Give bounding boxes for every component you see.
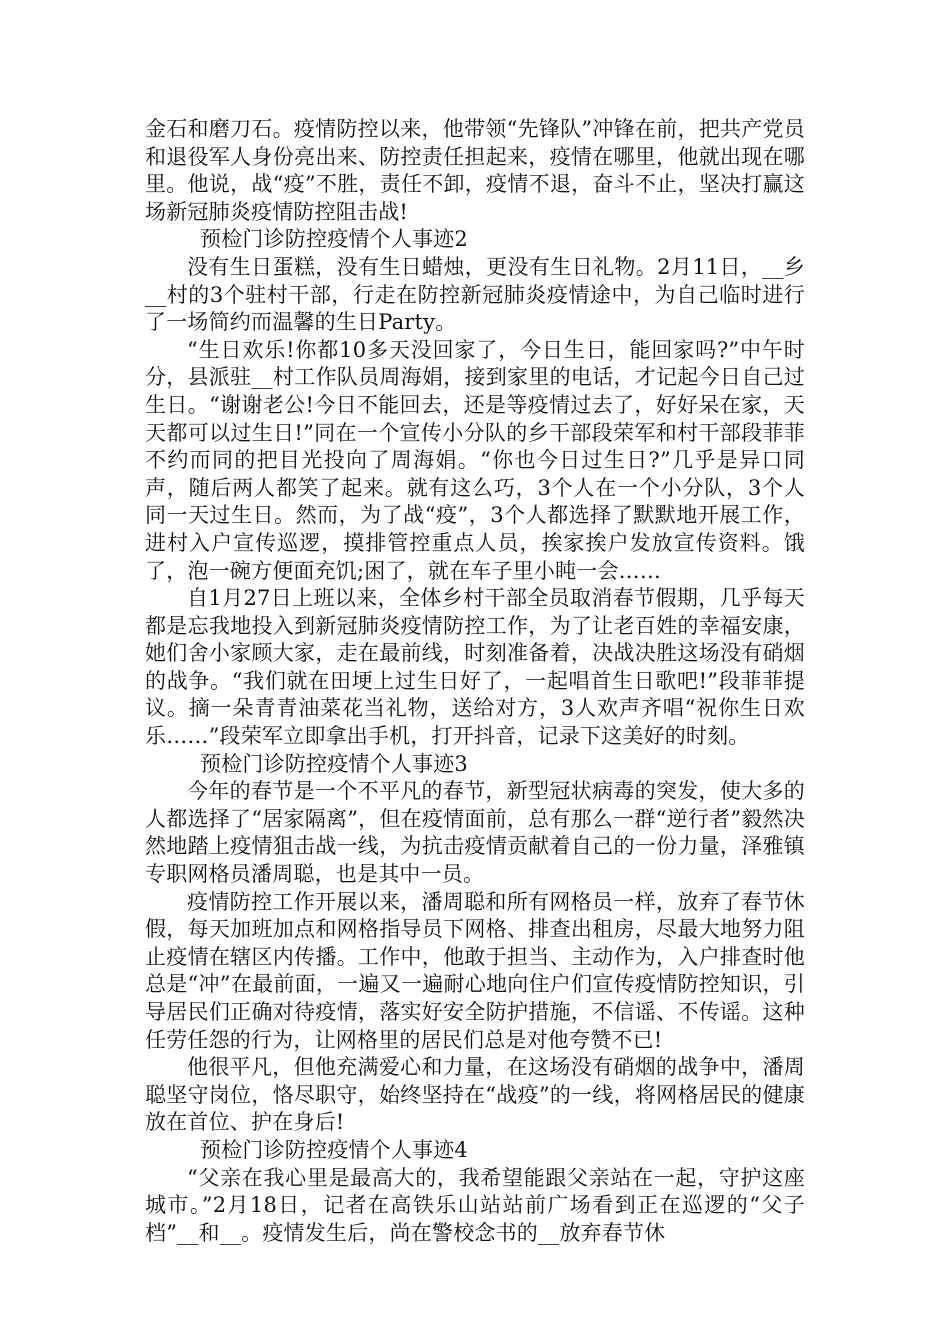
paragraph: 没有生日蛋糕，没有生日蜡烛，更没有生日礼物。2月11日，__乡__村的3个驻村干部，行走在防控新冠肺炎疫情途中，为自己临时进行了一场简约而温馨的生日Party。	[145, 254, 805, 335]
paragraph: 自1月27日上班以来，全体乡村干部全员取消春节假期，几乎每天都是忘我地投入到新冠肺炎疫情防控工作，为了让老百姓的幸福安康，她们舍小家顾大家，走在最前线，时刻准备着，决战决胜这场没有硝烟的战争。“我们就在田埂上过生日好了，一起唱首生日歌吧!”段菲菲提议。摘一朵青青油菜花当礼物，送给对方，3人欢声齐唱“祝你生日欢乐……”段荣军立即拿出手机，打开抖音，记录下这美好的时刻。	[145, 586, 805, 749]
section-heading: 预检门诊防控疫情个人事迹2	[200, 227, 468, 252]
paragraph: 金石和磨刀石。疫情防控以来，他带领“先锋队”冲锋在前，把共产党员和退役军人身份亮出来、防控责任担起来，疫情在哪里，他就出现在哪里。他说，战“疫”不胜，责任不卸，疫情不退，奋斗不止，坚决打赢这场新冠肺炎疫情防控阻击战!	[145, 117, 805, 224]
section-heading: 预检门诊防控疫情个人事迹4	[200, 1137, 468, 1162]
paragraph: 他很平凡，但他充满爱心和力量，在这场没有硝烟的战争中，潘周聪坚守岗位，恪尽职守，始终坚持在“战疫”的一线，将网格居民的健康放在首位、护在身后!	[145, 1055, 805, 1135]
section-heading: 预检门诊防控疫情个人事迹3	[200, 751, 468, 776]
document-page	[145, 116, 805, 1247]
paragraph: 今年的春节是一个不平凡的春节，新型冠状病毒的突发，使大多的人都选择了“居家隔离”，但在疫情面前，总有那么一群“逆行者”毅然决然地踏上疫情狙击战一线，为抗击疫情贡献着自己的一份力量，泽雅镇专职网格员潘周聪，也是其中一员。	[145, 779, 805, 887]
paragraph: 疫情防控工作开展以来，潘周聪和所有网格员一样，放弃了春节休假，每天加班加点和网格指导员下网格、排查出租房，尽最大地努力阻止疫情在辖区内传播。工作中，他敢于担当、主动作为，入户排查时他总是“冲”在最前面，一遍又一遍耐心地向住户们宣传疫情防控知识，引导居民们正确对待疫情，落实好安全防护措施，不信谣、不传谣。这种任劳任怨的行为，让网格里的居民们总是对他夸赞不已!	[145, 889, 805, 1052]
paragraph: “生日欢乐!你都10多天没回家了，今日生日，能回家吗?”中午时分，县派驻__村工作队员周海娟，接到家里的电话，才记起今日自己过生日。“谢谢老公!今日不能回去，还是等疫情过去了，好好呆在家，天天都可以过生日!”同在一个宣传小分队的乡干部段荣军和村干部段菲菲不约而同的把目光投向了周海娟。“你也今日过生日?”几乎是异口同声，随后两人都笑了起来。就有这么巧，3个人在一个小分队，3个人同一天过生日。然而，为了战“疫”，3个人都选择了默默地开展工作，进村入户宣传巡逻，摸排管控重点人员，挨家挨户发放宣传资料。饿了，泡一碗方便面充饥;困了，就在车子里小盹一会……	[145, 337, 805, 583]
paragraph: “父亲在我心里是最高大的，我希望能跟父亲站在一起，守护这座城市。”2月18日，记者在高铁乐山站站前广场看到正在巡逻的“父子档”__和__。疫情发生后，尚在警校念书的__放弃春节休	[145, 1165, 805, 1245]
